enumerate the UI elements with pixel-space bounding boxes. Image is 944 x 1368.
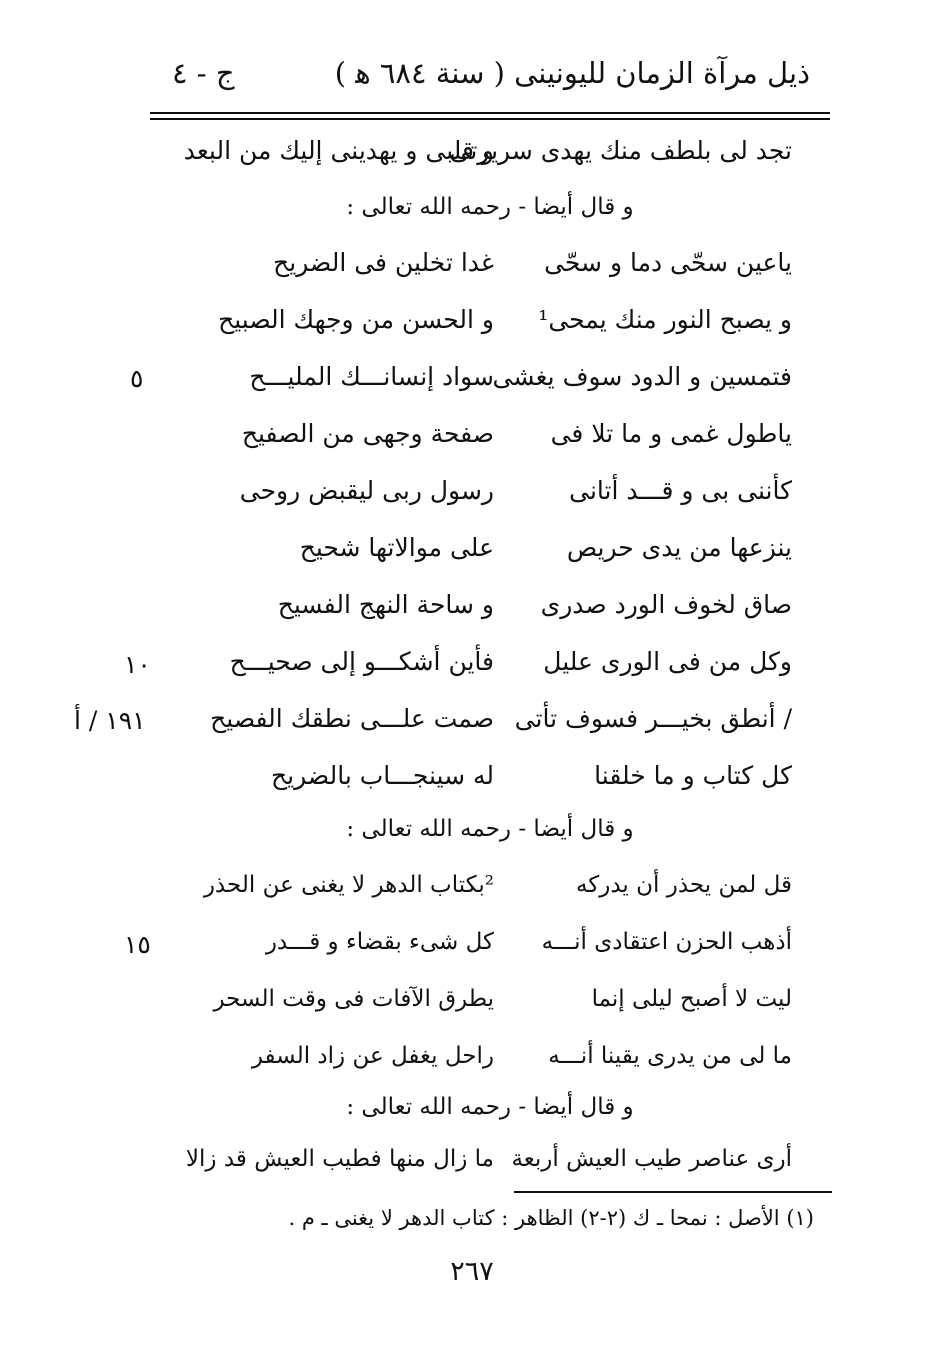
footnote: (١) الأصل : نمحا ـ ك (٢-٢) الظاهر : كتاب الدهر لا يغنى ـ م . <box>288 1206 814 1230</box>
verse-hemistich-second: سواد إنسانـــك المليـــح <box>249 362 494 391</box>
verse-hemistich-second: على موالاتها شحيح <box>299 533 494 562</box>
header-title: ذيل مرآة الزمان لليونينى ( سنة ٦٨٤ ﻫ ) <box>334 56 810 90</box>
verse-hemistich-second: صفحة وجهى من الصفيح <box>241 419 494 448</box>
verse-hemistich-first: ليت لا أصبح ليلى إنما <box>591 986 792 1012</box>
verse-hemistich-second: فأين أشكـــو إلى صحيـــح <box>229 647 494 676</box>
verse-line <box>150 356 830 406</box>
header-part: ج - ٤ <box>172 56 235 90</box>
verse-hemistich-first: ينزعها من يدى حريص <box>566 533 792 562</box>
verse-hemistich-second: راحل يغفل عن زاد السفر <box>251 1043 494 1069</box>
running-header <box>150 52 830 102</box>
verse-line <box>150 1037 830 1087</box>
page-number: ٢٦٧ <box>450 1256 494 1287</box>
verse-line <box>150 299 830 349</box>
verse-hemistich-first: ياطول غمى و ما تلا فى <box>550 419 792 448</box>
verse-line <box>150 1140 830 1190</box>
verse-hemistich-second: كل شىء بقضاء و قـــدر <box>265 929 494 955</box>
verse-line <box>150 866 830 916</box>
verse-line <box>150 130 830 180</box>
verse-hemistich-second: رسول ربى ليقبض روحى <box>239 476 494 505</box>
verse-line <box>150 470 830 520</box>
verse-hemistich-second: و الحسن من وجهك الصبيح <box>218 305 494 334</box>
verse-hemistich-second: ما زال منها فطيب العيش قد زالا <box>185 1146 494 1172</box>
header-rule <box>150 112 830 114</box>
verse-hemistich-second: يطرق الآفات فى وقت السحر <box>213 986 494 1012</box>
verse-hemistich-first: صاق لخوف الورد صدرى <box>540 590 792 619</box>
verse-hemistich-first: ياعين سحّى دما و سحّى <box>544 248 792 277</box>
verse-line <box>150 980 830 1030</box>
verse-line <box>150 527 830 577</box>
verse-hemistich-second: ²بكتاب الدهر لا يغنى عن الحذر <box>203 872 494 898</box>
line-number-10: ١٠ <box>124 650 151 679</box>
verse-hemistich-second: و قلبى و يهدينى إليك من البعد <box>183 136 494 165</box>
verse-hemistich-second: له سينجـــاب بالضريح <box>271 761 494 790</box>
verse-hemistich-first: و يصبح النور منك يمحى¹ <box>538 305 792 334</box>
verse-hemistich-first: كل كتاب و ما خلقنا <box>594 761 792 790</box>
verse-hemistich-second: صمت علـــى نطقك الفصيح <box>210 704 494 733</box>
verse-hemistich-first: تجد لى بلطف منك يهدى سريرتى <box>449 136 792 165</box>
poem-intro: و قال أيضا - رحمه الله تعالى : <box>346 1094 634 1120</box>
verse-line <box>150 923 830 973</box>
verse-line <box>150 641 830 691</box>
header-rule-double <box>150 118 830 120</box>
verse-line <box>150 413 830 463</box>
verse-line <box>150 584 830 634</box>
verse-hemistich-first: وكل من فى الورى عليل <box>543 647 792 676</box>
verse-hemistich-first: كأننى بى و قـــد أتانى <box>569 476 792 505</box>
verse-hemistich-second: و ساحة النهج الفسيح <box>277 590 494 619</box>
folio-marker: ١٩١ / أ <box>74 706 146 735</box>
verse-line <box>150 755 830 805</box>
verse-hemistich-first: ما لى من يدرى يقينا أنـــه <box>548 1043 792 1069</box>
verse-hemistich-first: فتمسين و الدود سوف يغشى <box>492 362 792 391</box>
verse-hemistich-first: أذهب الحزن اعتقادى أنـــه <box>541 929 792 955</box>
verse-line <box>150 698 830 748</box>
line-number-15: ١٥ <box>124 930 151 959</box>
verse-line <box>150 242 830 292</box>
poem-intro: و قال أيضا - رحمه الله تعالى : <box>346 194 634 220</box>
verse-hemistich-first: قل لمن يحذر أن يدركه <box>575 872 792 898</box>
line-number-5: ٥ <box>130 364 144 393</box>
footnote-rule <box>514 1191 832 1193</box>
verse-hemistich-second: غدا تخلين فى الضريح <box>273 248 494 277</box>
verse-hemistich-first: / أنطق بخيـــر فسوف تأتى <box>514 704 792 733</box>
poem-intro: و قال أيضا - رحمه الله تعالى : <box>346 816 634 842</box>
verse-hemistich-first: أرى عناصر طيب العيش أربعة <box>511 1146 792 1172</box>
